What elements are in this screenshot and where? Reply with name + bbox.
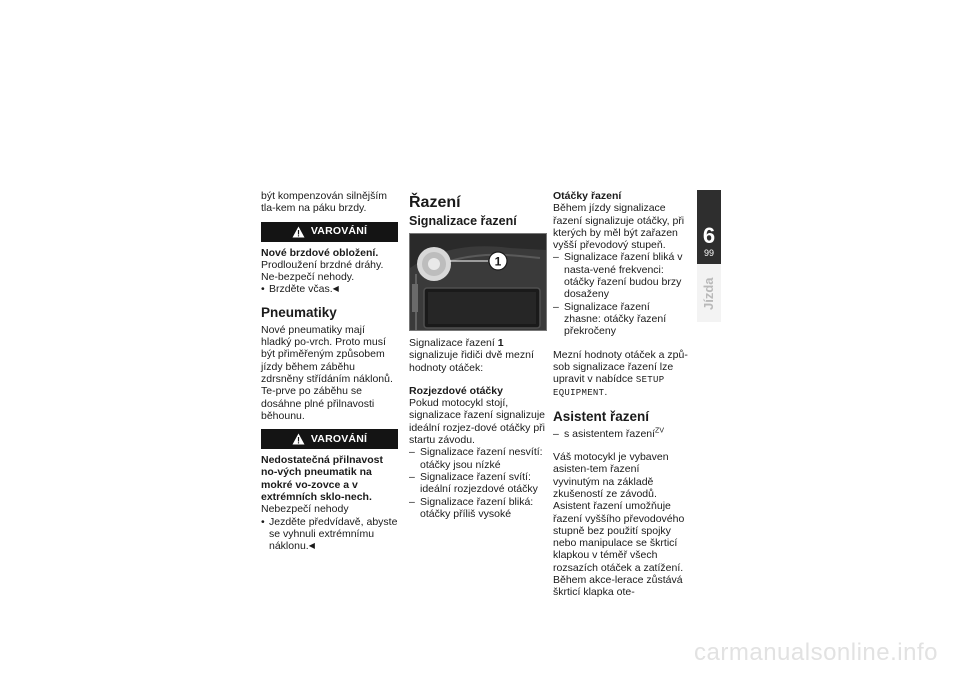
warning-bullets bbox=[261, 283, 398, 295]
warning-triangle-icon bbox=[292, 433, 305, 445]
chapter-number: 6 bbox=[702, 223, 716, 248]
column-left bbox=[261, 190, 398, 553]
column-middle bbox=[409, 194, 545, 520]
figure-callout-number: 1 bbox=[494, 254, 502, 269]
tires-body: Nové pneumatiky mají hladký po-vrch. Proto musí být přiměřeným způsobem jízdy během záběhu zdrsněny střídáním náklonů. Te-prve po záběhu se dosáhne plné přilnavosti běhounu. bbox=[261, 323, 393, 422]
list-item: – Signalizace řazení zhasne: otáčky řazení překročeny bbox=[553, 301, 688, 338]
limits-text: Mezní hodnoty otáček a způ-sob signalizace řazení lze upravit v nabídce SETUP EQUIPMENT. bbox=[553, 348, 688, 399]
list-item: – Signalizace řazení bliká: otáčky příliš vysoké bbox=[409, 496, 545, 521]
warning-title-2: Nedostatečná přilnavost no-vých pneumatik na mokré vo-zovce a v extrémních sklo-nech. bbox=[261, 454, 383, 504]
warning-banner-2 bbox=[261, 429, 398, 449]
intro-text: být kompenzován silnějším tla-kem na páku brzdy. bbox=[261, 190, 388, 215]
warning-label: VAROVÁNÍ bbox=[310, 225, 368, 238]
chapter-tab bbox=[697, 190, 721, 322]
shift-assistant-list bbox=[553, 428, 688, 440]
menu-path: SETUP EQUIPMENT bbox=[553, 375, 665, 399]
warning-bullets-2 bbox=[261, 516, 398, 553]
section-heading: Signalizace řazení bbox=[409, 214, 517, 228]
shift-rpm-body: Během jízdy signalizace řazení signalizuje otáčky, při kterých by měl být zařazen vyšší převodový stupeň. bbox=[553, 202, 685, 252]
chapter-box bbox=[697, 190, 721, 264]
warning-bullet: • Brzděte včas.◀ bbox=[261, 283, 398, 295]
warning-title: Nové brzdové obložení. bbox=[261, 246, 379, 259]
page-number: 99 bbox=[703, 248, 714, 258]
figure-caption: Signalizace řazení 1 signalizuje řidiči dvě mezní hodnoty otáček: bbox=[409, 337, 534, 374]
warning-triangle-icon bbox=[292, 226, 305, 238]
list-item: – Signalizace řazení bliká v nasta-vené frekvenci: otáčky řazení budou brzy dosaženy bbox=[553, 251, 688, 300]
shift-assistant-body: Váš motocykl je vybaven asisten-tem řazení vyvinutým na základě zkušeností ze závodů. Asistent řazení umožňuje řazení vyššího převodového stupně bez použití spojky nebo manipulace se škrticí klapkou v téměř všech rozsazích otáček a zatížení. Během akce-lerace zůstává škrticí klapka ote- bbox=[553, 451, 685, 599]
warning-banner bbox=[261, 222, 398, 242]
list-item: – Signalizace řazení nesvítí: otáčky jsou nízké bbox=[409, 446, 545, 471]
shift-rpm-list bbox=[553, 251, 688, 337]
warning-label: VAROVÁNÍ bbox=[310, 433, 368, 445]
shift-rpm-heading: Otáčky řazení bbox=[553, 190, 622, 202]
warning-body-2: Nebezpečí nehody bbox=[261, 503, 349, 516]
chapter-label: Jízda bbox=[701, 277, 716, 311]
instrument-cluster-illustration bbox=[410, 234, 546, 330]
list-item: – Signalizace řazení svítí: ideální rozjezdové otáčky bbox=[409, 471, 545, 496]
warning-bullet-2: • Jezděte předvídavě, abyste se vyhnuli extrémnímu náklonu.◀ bbox=[261, 516, 398, 553]
launch-rpm-list bbox=[409, 446, 545, 520]
watermark: carmanualsonline.info bbox=[694, 639, 938, 666]
end-mark-icon: ◀ bbox=[308, 541, 315, 551]
shift-assistant-heading: Asistent řazení bbox=[553, 408, 650, 424]
launch-rpm-heading: Rozjezdové otáčky bbox=[409, 384, 503, 397]
shift-light-figure bbox=[409, 233, 547, 331]
column-right bbox=[553, 190, 688, 599]
warning-body: Prodloužení brzdné dráhy. Ne-bezpečí nehody. bbox=[261, 258, 384, 284]
tires-heading: Pneumatiky bbox=[261, 304, 337, 320]
end-mark-icon: ◀ bbox=[332, 284, 339, 294]
list-item: – s asistentem řazení$^{ZV}$ bbox=[553, 428, 688, 440]
optional-equipment-mark: ZV bbox=[655, 427, 664, 435]
chapter-heading: Řazení bbox=[409, 194, 461, 211]
launch-rpm-body: Pokud motocykl stojí, signalizace řazení signalizuje ideální rozjez-dové otáčky při startu závodu. bbox=[409, 397, 545, 447]
